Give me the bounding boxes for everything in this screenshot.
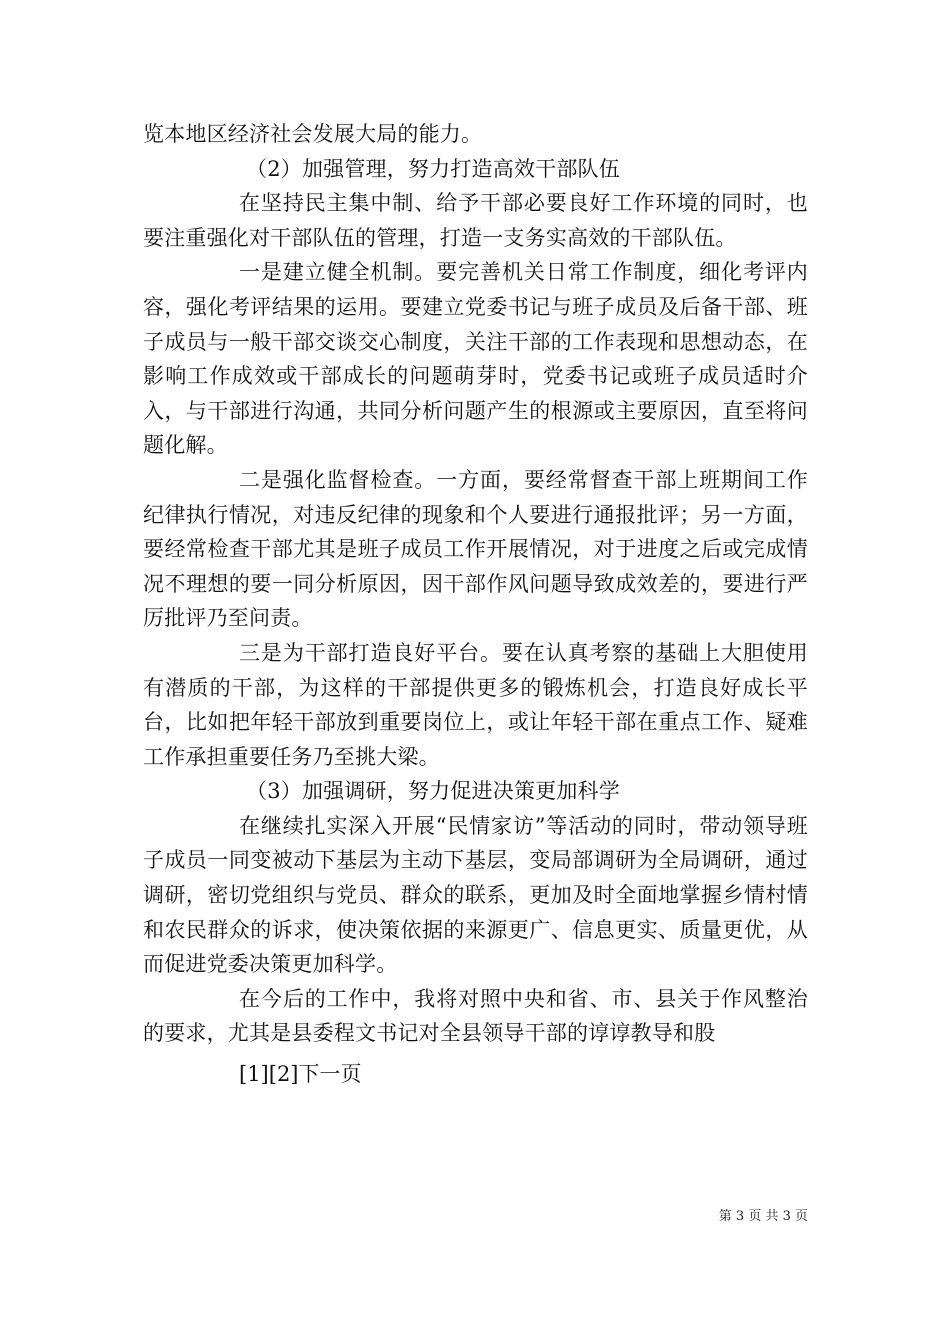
paragraph: 三是为干部打造良好平台。要在认真考察的基础上大胆使用有潜质的干部，为这样的干部提供更多的锻炼机会，打造良好成长平台，比如把年轻干部放到重要岗位上，或让年轻干部在重点工作、疑难工作承担重要任务乃至挑大梁。 — [143, 640, 808, 769]
paragraph-continuation: 览本地区经济社会发展大局的能力。 — [143, 122, 483, 146]
paragraph: 在坚持民主集中制、给予干部必要良好工作环境的同时，也要注重强化对干部队伍的管理，打造一支务实高效的干部队伍。 — [143, 191, 808, 250]
paragraph: 二是强化监督检查。一方面，要经常督查干部上班期间工作纪律执行情况，对违反纪律的现象和个人要进行通报批评；另一方面，要经常检查干部尤其是班子成员工作开展情况，对于进度之后或完成情况不理想的要一同分析原因，因干部作风问题导致成效差的，要进行严厉批评乃至问责。 — [143, 467, 808, 631]
document-body — [143, 117, 808, 1092]
page-link-1[interactable]: [1] — [239, 1062, 269, 1087]
page-link-2[interactable]: [2] — [268, 1062, 299, 1087]
paragraph: 在今后的工作中，我将对照中央和省、市、县关于作风整治的要求，尤其是县委程文书记对全县领导干部的谆谆教导和股 — [143, 986, 808, 1046]
next-page-link[interactable]: 下一页 — [298, 1062, 362, 1087]
page-footer: 第 3 页 共 3 页 — [718, 1209, 808, 1224]
paragraph: 一是建立健全机制。要完善机关日常工作制度，细化考评内容，强化考评结果的运用。要建立党委书记与班子成员及后备干部、班子成员与一般干部交谈交心制度，关注干部的工作表现和思想动态，在影响工作成效或干部成长的问题萌芽时，党委书记或班子成员适时介入，与干部进行沟通，共同分析问题产生的根源或主要原因，直至将问题化解。 — [143, 260, 808, 458]
paragraph: 在继续扎实深入开展“民情家访”等活动的同时，带动领导班子成员一同变被动下基层为主动下基层，变局部调研为全局调研，通过调研，密切党组织与党员、群众的联系，更加及时全面地掌握乡情村情和农民群众的诉求，使决策依据的来源更广、信息更实、质量更优，从而促进党委决策更加科学。 — [143, 813, 808, 977]
pagination — [143, 1057, 808, 1092]
section-heading-3: （3）加强调研，努力促进决策更加科学 — [246, 779, 620, 804]
section-heading-2: （2）加强管理，努力打造高效干部队伍 — [246, 156, 620, 181]
